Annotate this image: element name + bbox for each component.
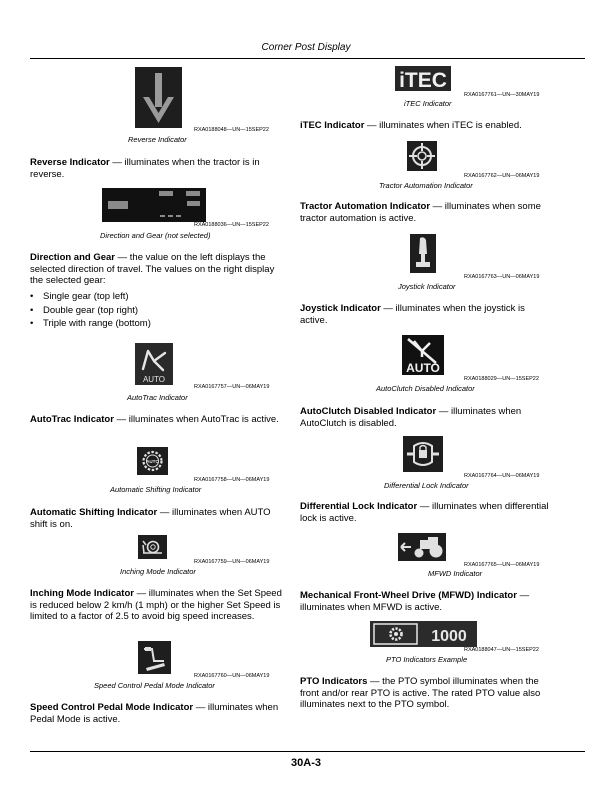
- joystick-icon: [410, 234, 436, 273]
- paragraph-inching-mode: [30, 588, 285, 623]
- paragraph-itec: [300, 120, 555, 132]
- figure-caption: iTEC Indicator: [404, 99, 452, 108]
- term: PTO Indicators: [300, 676, 368, 687]
- description: — illuminates when AutoTrac is active.: [113, 414, 279, 425]
- figure-caption: AutoClutch Disabled Indicator: [376, 384, 475, 393]
- paragraph-differential-lock: [300, 501, 550, 524]
- paragraph-pedal-mode: [30, 702, 280, 725]
- list-item: • Triple with range (bottom): [30, 317, 280, 331]
- auto-shift-gear-icon: [137, 447, 168, 475]
- figure-ref: RXA0188036—UN—15SEP22: [194, 222, 269, 228]
- description: — illuminates when iTEC is enabled.: [364, 120, 522, 131]
- term: Mechanical Front-Wheel Drive (MFWD) Indicator: [300, 590, 517, 601]
- term: Joystick Indicator: [300, 303, 381, 314]
- figure-ref: RXA0188048—UN—15SEP22: [194, 127, 269, 133]
- paragraph-mfwd: [300, 590, 555, 613]
- figure-ref: RXA0188029—UN—15SEP22: [464, 376, 539, 382]
- inching-mode-snail-icon: [138, 535, 167, 559]
- figure-caption: Tractor Automation Indicator: [379, 181, 473, 190]
- figure-caption: Joystick Indicator: [398, 282, 456, 291]
- term: iTEC Indicator: [300, 120, 365, 131]
- paragraph-reverse: [30, 157, 280, 180]
- header-rule: [30, 58, 585, 59]
- tractor-automation-target-icon: [407, 141, 437, 171]
- description: — illuminates when the tractor is in reverse.: [30, 157, 260, 180]
- figure-ref: RXA0167758—UN—06MAY19: [194, 477, 270, 483]
- figure-caption: Speed Control Pedal Mode Indicator: [94, 681, 215, 690]
- description: — illuminates when differential lock is active.: [300, 501, 549, 524]
- description: — illuminates when AutoClutch is disabled.: [300, 406, 522, 429]
- figure-ref: RXA0167757—UN—06MAY19: [194, 384, 270, 390]
- mfwd-tractor-icon: [398, 533, 446, 561]
- pedal-mode-icon: [138, 641, 171, 674]
- svg-text:AUTO: AUTO: [146, 459, 159, 464]
- figure-ref: RXA0167759—UN—06MAY19: [194, 559, 270, 565]
- figure-ref: RXA0167764—UN—06MAY19: [464, 473, 540, 479]
- term: Direction and Gear: [30, 252, 115, 263]
- pto-value-text: 1000: [431, 628, 467, 645]
- figure-caption: PTO Indicators Example: [386, 655, 468, 664]
- figure-caption: Automatic Shifting Indicator: [110, 485, 202, 494]
- list-item: • Double gear (top right): [30, 304, 280, 318]
- reverse-arrow-icon: [135, 67, 182, 128]
- term: Differential Lock Indicator: [300, 501, 418, 512]
- paragraph-autotrac: [30, 414, 280, 426]
- paragraph-auto-shift: [30, 507, 280, 530]
- autotrac-icon: [135, 343, 173, 385]
- term: Tractor Automation Indicator: [300, 201, 431, 212]
- autotrac-icon-text: AUTO: [142, 375, 166, 384]
- list-item: • Single gear (top left): [30, 290, 280, 304]
- direction-gear-display-icon: [102, 188, 206, 222]
- description: — illuminates when the Set Speed is reduced below 2 km/h (1 mph) or the higher Set Speed is limited to a factor of 2.5 to avoid big speed increases.: [30, 588, 282, 622]
- figure-ref: RXA0167762—UN—06MAY19: [464, 173, 540, 179]
- paragraph-direction-gear: [30, 252, 285, 287]
- figure-caption: Direction and Gear (not selected): [100, 231, 211, 240]
- description: — the value on the left displays the selected direction of travel. The values on the right display the selected gear:: [30, 252, 275, 286]
- figure-caption: Inching Mode Indicator: [120, 567, 196, 576]
- figure-caption: AutoTrac Indicator: [127, 393, 188, 402]
- differential-lock-icon: [403, 436, 443, 472]
- itec-icon-text: iTEC: [399, 69, 447, 91]
- term: Inching Mode Indicator: [30, 588, 134, 599]
- pto-indicator-icon: [370, 621, 477, 647]
- term: Reverse Indicator: [30, 157, 110, 168]
- term: AutoClutch Disabled Indicator: [300, 406, 437, 417]
- figure-caption: Differential Lock Indicator: [384, 481, 469, 490]
- page-header-title: Corner Post Display: [261, 42, 351, 53]
- figure-ref: RXA0167761—UN—30MAY19: [464, 92, 540, 98]
- itec-icon: [395, 66, 451, 91]
- description: — illuminates when the joystick is active.: [300, 303, 525, 326]
- paragraph-pto: [300, 676, 555, 711]
- figure-ref: RXA0188047—UN—15SEP22: [464, 647, 539, 653]
- figure-caption: MFWD Indicator: [428, 569, 483, 578]
- figure-ref: RXA0167765—UN—06MAY19: [464, 562, 540, 568]
- description: — illuminates when Pedal Mode is active.: [30, 702, 279, 725]
- description: — illuminates when MFWD is active.: [300, 590, 530, 613]
- term: AutoTrac Indicator: [30, 414, 114, 425]
- paragraph-tractor-automation: [300, 201, 550, 224]
- paragraph-joystick: [300, 303, 550, 326]
- figure-ref: RXA0167763—UN—06MAY19: [464, 274, 540, 280]
- figure-ref: RXA0167760—UN—06MAY19: [194, 673, 270, 679]
- autoclutch-icon-text: AUTO: [406, 361, 440, 375]
- autoclutch-disabled-icon: [402, 335, 444, 375]
- description: — illuminates when some tractor automation is active.: [300, 201, 541, 224]
- description: — the PTO symbol illuminates when the front and/or rear PTO is active. The rated PTO value also illuminates next to the PTO symbol.: [300, 676, 541, 710]
- paragraph-autoclutch: [300, 406, 550, 429]
- page-number: 30A-3: [291, 757, 321, 769]
- footer-rule: [30, 751, 585, 752]
- figure-caption: Reverse Indicator: [128, 135, 187, 144]
- term: Automatic Shifting Indicator: [30, 507, 158, 518]
- description: — illuminates when AUTO shift is on.: [30, 507, 271, 530]
- term: Speed Control Pedal Mode Indicator: [30, 702, 194, 713]
- gear-bullet-list: [30, 290, 280, 331]
